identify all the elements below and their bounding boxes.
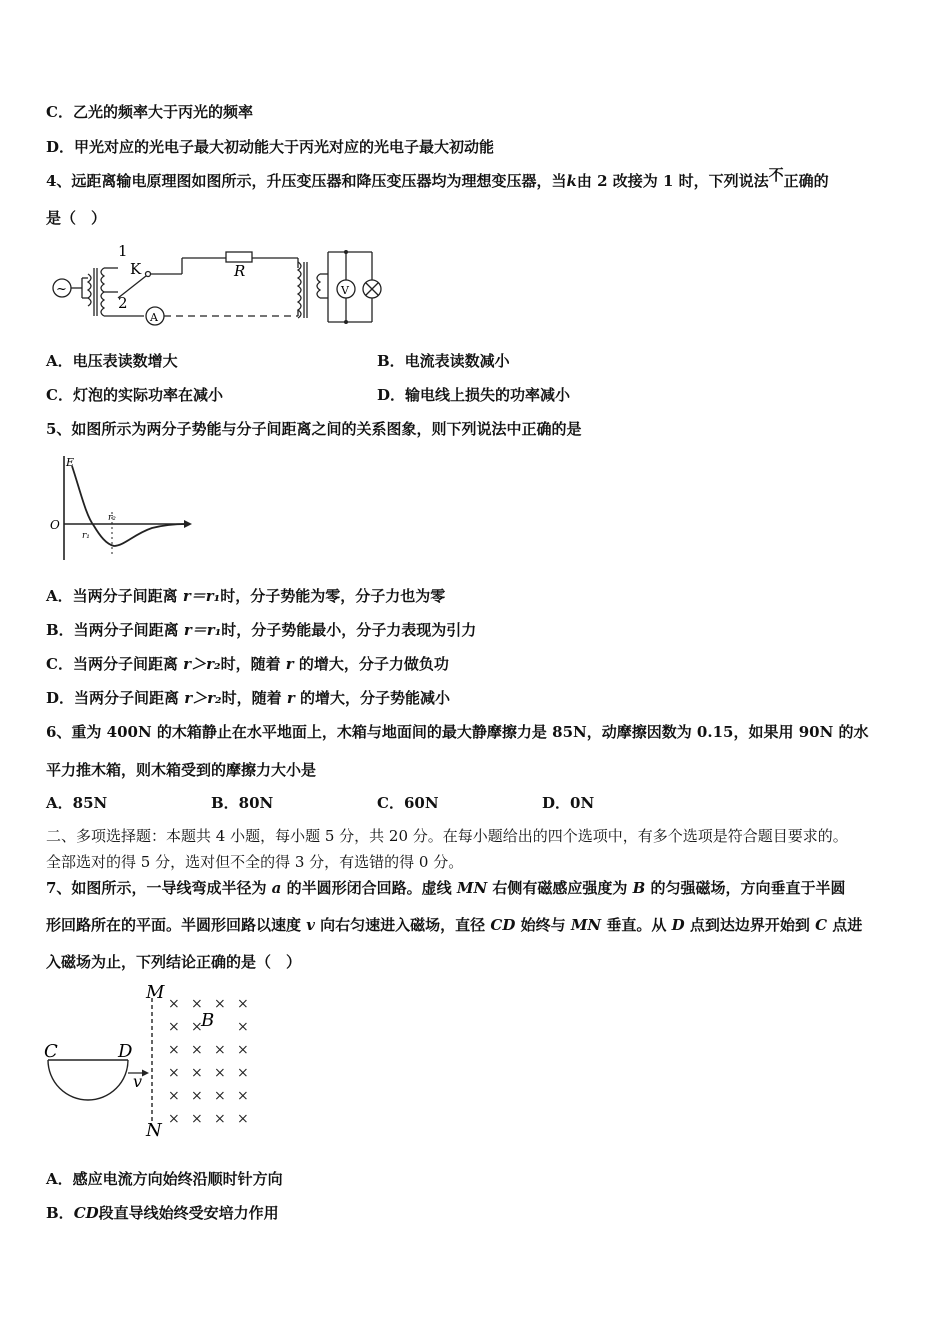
m-label: M <box>146 982 165 1003</box>
field-cross: × <box>168 1065 180 1081</box>
field-cross: × <box>237 1019 249 1035</box>
field-cross: × <box>237 1065 249 1081</box>
d-label: D <box>118 1041 133 1062</box>
field-cross: × <box>237 1042 249 1058</box>
field-cross: × <box>214 1111 226 1127</box>
field-cross: × <box>214 1065 226 1081</box>
field-cross: × <box>168 1111 180 1127</box>
q7-stem-line1: 7、如图所示，一导线弯成半径为 a 的半圆形闭合回路。虚线 MN 右侧有磁感应强度为 B 的匀强磁场，方向垂直于半圆 <box>46 879 846 897</box>
q7-option-b: B．CD段直导线始终受安培力作用 <box>46 1204 279 1222</box>
ep-axis-label: E <box>66 456 75 469</box>
velocity-label: v <box>133 1072 143 1091</box>
field-cross: × <box>237 1088 249 1104</box>
n-label: N <box>146 1120 162 1140</box>
q3-option-c: C．乙光的频率大于丙光的频率 <box>46 103 253 121</box>
voltmeter-label: V <box>341 284 349 297</box>
b-label: B <box>201 1010 215 1031</box>
section2-line2: 全部选对的得 5 分，选对但不全的得 3 分，有选错的得 0 分。 <box>46 853 464 871</box>
terminal-2-label: 2 <box>118 294 128 312</box>
q4-stem-line2: 是（ ） <box>46 209 107 227</box>
r1-label: r₁ <box>82 531 90 541</box>
q7-stem-line2: 形回路所在的平面。半圆形回路以速度 v 向右匀速进入磁场，直径 CD 始终与 MN 垂直。从 D 点到达边界开始到 C 点进 <box>46 916 863 934</box>
q5-option-d: D．当两分子间距离 r＞r₂时，随着 r 的增大，分子势能减小 <box>46 689 450 707</box>
transmission-circuit-diagram <box>48 240 388 326</box>
q4-option-b: B．电流表读数减小 <box>377 352 510 370</box>
c-label: C <box>44 1041 58 1062</box>
origin-label: O <box>50 518 60 532</box>
field-cross: × <box>168 1088 180 1104</box>
field-cross: × <box>237 1111 249 1127</box>
q4-stem-line1: 4、远距离输电原理图如图所示，升压变压器和降压变压器均为理想变压器，当k由 2 改接为 1 时，下列说法不正确的 <box>46 166 829 190</box>
q6-option-c: C．60N <box>377 794 439 812</box>
field-cross: × <box>191 1019 203 1035</box>
resistor-label: R <box>234 262 246 280</box>
q6-option-a: A．85N <box>46 794 108 812</box>
q3-option-d: D．甲光对应的光电子最大初动能大于丙光对应的光电子最大初动能 <box>46 138 495 156</box>
q5-option-c: C．当两分子间距离 r＞r₂时，随着 r 的增大，分子力做负功 <box>46 655 449 673</box>
semicircle-magnetic-field-diagram <box>40 980 270 1140</box>
potential-energy-graph <box>48 452 198 564</box>
field-cross: × <box>191 1111 203 1127</box>
q4-option-a: A．电压表读数增大 <box>46 352 178 370</box>
resistor-symbol <box>226 252 252 262</box>
q4-option-d: D．输电线上损失的功率减小 <box>377 386 571 404</box>
q5-option-a: A．当两分子间距离 r＝r₁时，分子势能为零，分子力也为零 <box>46 587 446 605</box>
q4-option-c: C．灯泡的实际功率在减小 <box>46 386 223 404</box>
field-cross: × <box>191 996 203 1012</box>
ac-symbol: ~ <box>56 282 67 297</box>
switch-k-label: K <box>130 260 142 278</box>
q6-stem-line1: 6、重为 400N 的木箱静止在水平地面上，木箱与地面间的最大静摩擦力是 85N，动摩擦因数为 0.15，如果用 90N 的水 <box>46 723 869 741</box>
q6-option-d: D．0N <box>542 794 595 812</box>
q6-option-b: B．80N <box>211 794 274 812</box>
field-cross: × <box>168 1042 180 1058</box>
field-cross: × <box>168 996 180 1012</box>
q5-option-b: B．当两分子间距离 r＝r₁时，分子势能最小，分子力表现为引力 <box>46 621 477 639</box>
field-cross: × <box>214 1088 226 1104</box>
q5-stem: 5、如图所示为两分子势能与分子间距离之间的关系图象，则下列说法中正确的是 <box>46 420 582 438</box>
r2-label: r₂ <box>108 513 116 523</box>
field-cross: × <box>191 1065 203 1081</box>
ammeter-label: A <box>150 311 158 324</box>
terminal-1-label: 1 <box>118 242 128 260</box>
q7-stem-line3: 入磁场为止，下列结论正确的是（ ） <box>46 953 302 971</box>
q6-stem-line2: 平力推木箱，则木箱受到的摩擦力大小是 <box>46 761 317 779</box>
q7-option-a: A．感应电流方向始终沿顺时针方向 <box>46 1170 283 1188</box>
field-cross: × <box>214 996 226 1012</box>
field-cross: × <box>191 1088 203 1104</box>
field-cross: × <box>214 1042 226 1058</box>
field-cross: × <box>168 1019 180 1035</box>
field-cross: × <box>191 1042 203 1058</box>
field-cross: × <box>237 996 249 1012</box>
section2-line1: 二、多项选择题：本题共 4 小题，每小题 5 分，共 20 分。在每小题给出的四个选项中，有多个选项是符合题目要求的。 <box>46 827 848 845</box>
